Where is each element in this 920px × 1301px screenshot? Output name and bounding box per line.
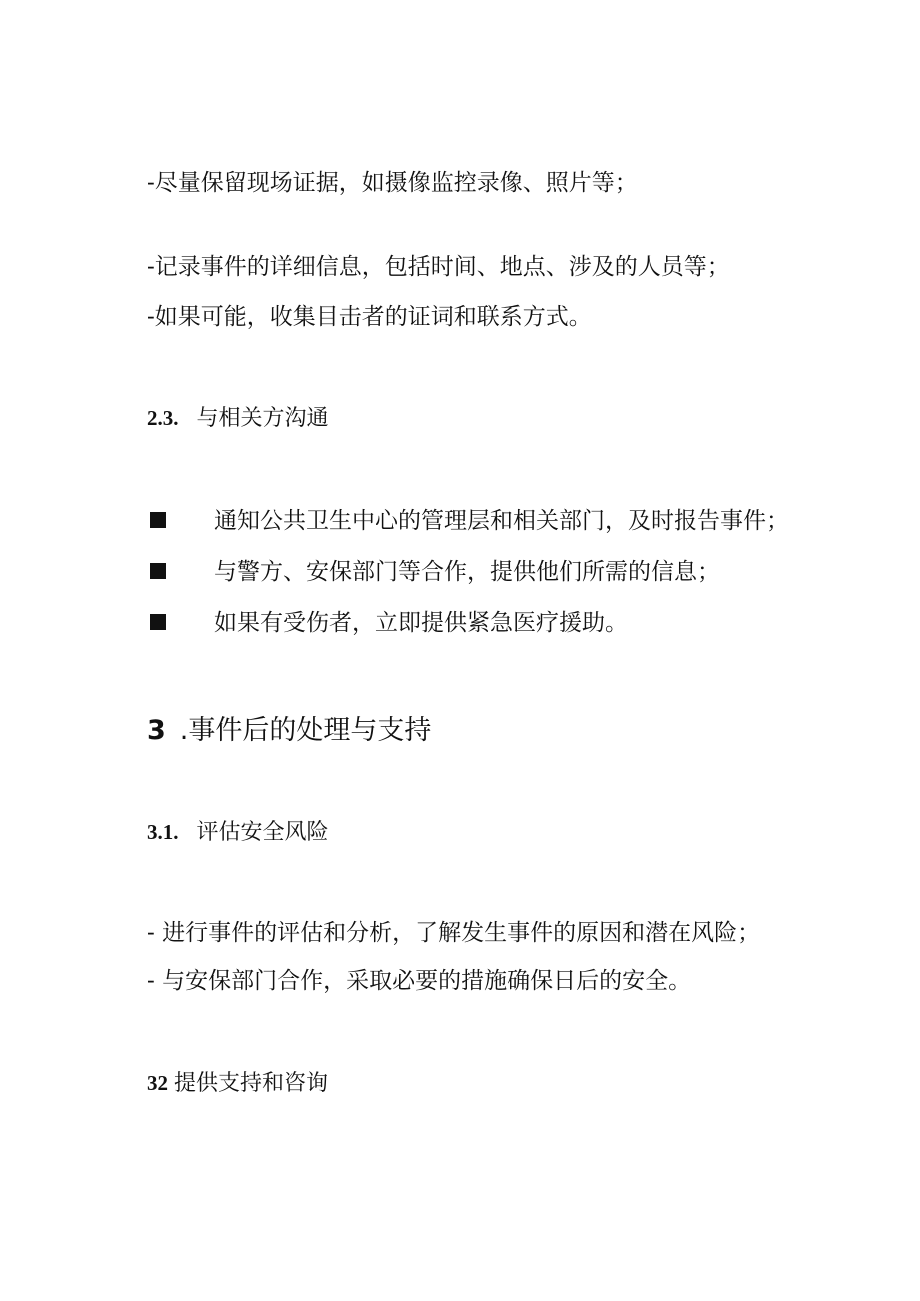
square-bullet-icon bbox=[150, 563, 166, 579]
subsection-number: 3.1. bbox=[147, 820, 179, 844]
subsection-heading-3-1 bbox=[147, 822, 329, 844]
record-details-line: -记录事件的详细信息，包括时间、地点、涉及的人员等； bbox=[147, 254, 730, 280]
section-heading-3 bbox=[147, 717, 431, 744]
square-bullet-icon bbox=[150, 512, 166, 528]
subsection-number: 32 bbox=[147, 1071, 168, 1095]
section-title: .事件后的处理与支持 bbox=[179, 715, 432, 746]
bullet-item: 通知公共卫生中心的管理层和相关部门，及时报告事件； bbox=[214, 508, 789, 534]
subsection-title: 与相关方沟通 bbox=[196, 406, 329, 431]
subsection-title: 评估安全风险 bbox=[196, 820, 329, 845]
assessment-line: - 进行事件的评估和分析，了解发生事件的原因和潜在风险； bbox=[147, 920, 761, 946]
subsection-heading-3-2 bbox=[147, 1073, 328, 1095]
witness-line: -如果可能，收集目击者的证词和联系方式。 bbox=[147, 304, 592, 330]
evidence-line: -尽量保留现场证据，如摄像监控录像、照片等； bbox=[147, 170, 638, 196]
subsection-heading-2-3 bbox=[147, 408, 329, 430]
section-number: 3 bbox=[147, 715, 166, 746]
security-line: - 与安保部门合作，采取必要的措施确保日后的安全。 bbox=[147, 968, 692, 994]
bullet-item: 如果有受伤者，立即提供紧急医疗援助。 bbox=[214, 610, 628, 636]
bullet-item: 与警方、安保部门等合作，提供他们所需的信息； bbox=[214, 559, 720, 585]
subsection-number: 2.3. bbox=[147, 406, 179, 430]
square-bullet-icon bbox=[150, 614, 166, 630]
subsection-title: 提供支持和咨询 bbox=[174, 1071, 329, 1096]
